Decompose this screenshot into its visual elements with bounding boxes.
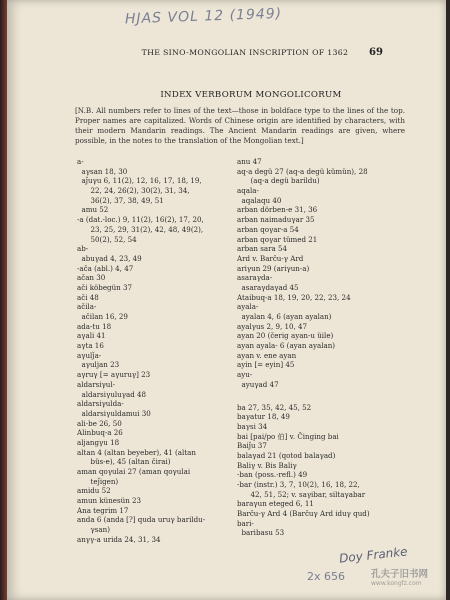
index-entry: Ard v. Barču-γ Ard: [237, 253, 304, 263]
index-entry: aqalaqu 40: [237, 195, 282, 205]
index-entry: ayan ayala- 6 (ayan ayalan): [237, 341, 336, 351]
index-entry: baγsi 34: [237, 421, 268, 431]
index-title: INDEX VERBORUM MONGOLICORUM: [160, 90, 342, 100]
index-entry: ačan 30: [77, 273, 106, 283]
index-entry: -a (dat.-loc.) 9, 11(2), 16(2), 17, 20,: [77, 215, 204, 225]
running-head: THE SINO-MONGOLIAN INSCRIPTION OF 1362: [141, 48, 349, 57]
index-entry: (aq-a degü barildu): [237, 176, 320, 186]
watermark: [371, 566, 450, 587]
index-entry: 42, 51, 52; v. saγibar, siltaγabar: [237, 489, 366, 499]
index-entry: aγuljan 23: [77, 360, 120, 370]
index-entry: Ana tegrim 17: [77, 505, 129, 515]
index-entry: ali-be 26, 50: [77, 418, 122, 428]
index-entry: baγatur 18, 49: [237, 412, 290, 422]
index-entry: aldarsiγulda-: [77, 399, 124, 409]
index-entry: aq-a degü 27 (aq-a degü kümün), 28: [237, 166, 368, 176]
index-entry: aman qoγulai 27 (aman qoγulai: [77, 467, 191, 476]
index-entry: arban qoγar tümed 21: [237, 234, 318, 244]
index-entry: aγulǰa-: [77, 350, 102, 360]
index-entry: ada-tu 18: [77, 321, 112, 331]
book-page: [7, 0, 446, 600]
index-entry: Baiǰu 37: [237, 441, 267, 451]
index-entry: Barču-γ Ard 4 (Barčuγ Ard iduγ qud): [237, 509, 370, 519]
index-entry: -ača (abl.) 4, 47: [77, 263, 134, 273]
index-entry: balaγad 21 (qotod balaγad): [237, 450, 336, 460]
index-entry: ayan 20 (čerig ayan-u üile): [237, 331, 334, 341]
index-entry: aγali 41: [77, 331, 106, 341]
index-entry: Baliγ v. Bis Baliγ: [237, 460, 297, 470]
index-entry: ba 27, 35, 42, 45, 52: [237, 402, 312, 412]
editorial-note: [N.B. All numbers refer to lines of the text—those in boldface type to the lines of the top. Proper names are capitalized. Words of Chinese origin are identified by characters, with their modern Mandarin readings. The Ancient Mandarin readings are given, where possible, in the notes to the translation of the Mongolian text.]: [75, 106, 405, 145]
index-entry: arban sara 54: [237, 244, 287, 254]
watermark-text: 孔夫子旧书网: [371, 569, 429, 580]
page-number: 69: [369, 47, 383, 58]
index-entry: büs-e), 45 (altan čirai): [77, 457, 171, 467]
index-entry: baraγun eteged 6, 11: [237, 499, 314, 509]
index-entry: aǰuγu 6, 11(2), 12, 16, 17, 18, 19,: [77, 176, 202, 186]
index-entry: asaraγda-: [237, 273, 273, 283]
index-entry: aljangγu 18: [77, 437, 120, 447]
index-entry: 22, 24, 26(2), 30(2), 31, 34,: [77, 186, 190, 196]
index-entry: Ataibuq-a 18, 19, 20, 22, 23, 24: [237, 292, 351, 302]
index-entry: ayala-: [237, 302, 259, 312]
index-entry: aγta 16: [77, 341, 104, 351]
index-entry: bari-: [237, 518, 254, 528]
index-entry: ayalan 4, 6 (ayan ayalan): [237, 312, 332, 321]
index-entry: ači 48: [77, 292, 99, 302]
index-entry: teǰigen): [77, 476, 119, 486]
index-entry: 50(2), 52, 54: [77, 234, 137, 244]
index-entry: ayalγus 2, 9, 10, 47: [237, 321, 308, 331]
index-entry: -ban (poss.-refl.) 49: [237, 470, 308, 480]
index-entry: anu 47: [237, 157, 262, 166]
index-entry: ači köbegün 37: [77, 282, 132, 292]
index-entry: aldarsiγul-: [77, 379, 116, 389]
handwritten-note: HJAS VOL 12 (1949): [124, 5, 283, 28]
index-entry: ayu-: [237, 370, 253, 380]
index-entry: baribasu 53: [237, 528, 285, 538]
index-entry: aldarsiγuldamui 30: [77, 408, 151, 418]
index-entry: ačila-: [77, 302, 97, 312]
index-entry: arban naimaduγar 35: [237, 215, 315, 225]
index-entry: aγruγ [= aγuruγ] 23: [77, 370, 151, 380]
handwritten-signature: Doy Franke: [338, 544, 409, 566]
book-spine: [0, 0, 7, 600]
index-entry: a-: [77, 157, 84, 166]
index-entry: ayan v. ene ayan: [237, 350, 297, 360]
index-entry: Alinbuq-a 26: [77, 428, 123, 438]
index-entry: bai [pai/po 伯] v. Činging bai: [237, 431, 339, 441]
index-entry: anγγ-a urida 24, 31, 34: [77, 534, 161, 544]
column-gap: [237, 390, 405, 403]
index-entry: aγsan 18, 30: [77, 166, 128, 176]
index-entry: 23, 25, 29, 31(2), 42, 48, 49(2),: [77, 224, 204, 234]
index-entry: aldarsiγuluγad 48: [77, 389, 147, 399]
index-entry: -bar (instr.) 3, 7, 10(2), 16, 18, 22,: [237, 480, 360, 489]
handwritten-number: 2x 656: [307, 570, 346, 583]
index-entry: amidu 52: [77, 486, 111, 496]
index-entry: amun künesün 23: [77, 496, 142, 506]
index-entry: arban dörben-e 31, 36: [237, 205, 318, 215]
index-entry: arban qoγar-a 54: [237, 224, 299, 234]
index-entry: ayuγad 47: [237, 379, 279, 389]
index-entry: ariγun 29 (ariγun-a): [237, 263, 310, 273]
index-entry: aqala-: [237, 186, 259, 196]
index-column-left: [77, 157, 245, 545]
index-entry: altan 4 (altan beyeber), 41 (altan: [77, 447, 196, 457]
watermark-url: www.kongfz.com: [371, 580, 422, 587]
index-entry: ab-: [77, 244, 89, 254]
index-entry: abuγad 4, 23, 49: [77, 253, 142, 263]
index-entry: anda 6 (anda [?] quda uruγ barildu-: [77, 515, 206, 525]
index-entry: ačilan 16, 29: [77, 312, 128, 321]
index-entry: amu 52: [77, 205, 109, 215]
index-entry: ayin [= eyin] 45: [237, 360, 295, 370]
index-entry: asaraγdaγad 45: [237, 282, 299, 292]
index-entry: 36(2), 37, 38, 49, 51: [77, 195, 164, 205]
index-entry: γsan): [77, 525, 110, 535]
index-column-right: [237, 157, 405, 538]
